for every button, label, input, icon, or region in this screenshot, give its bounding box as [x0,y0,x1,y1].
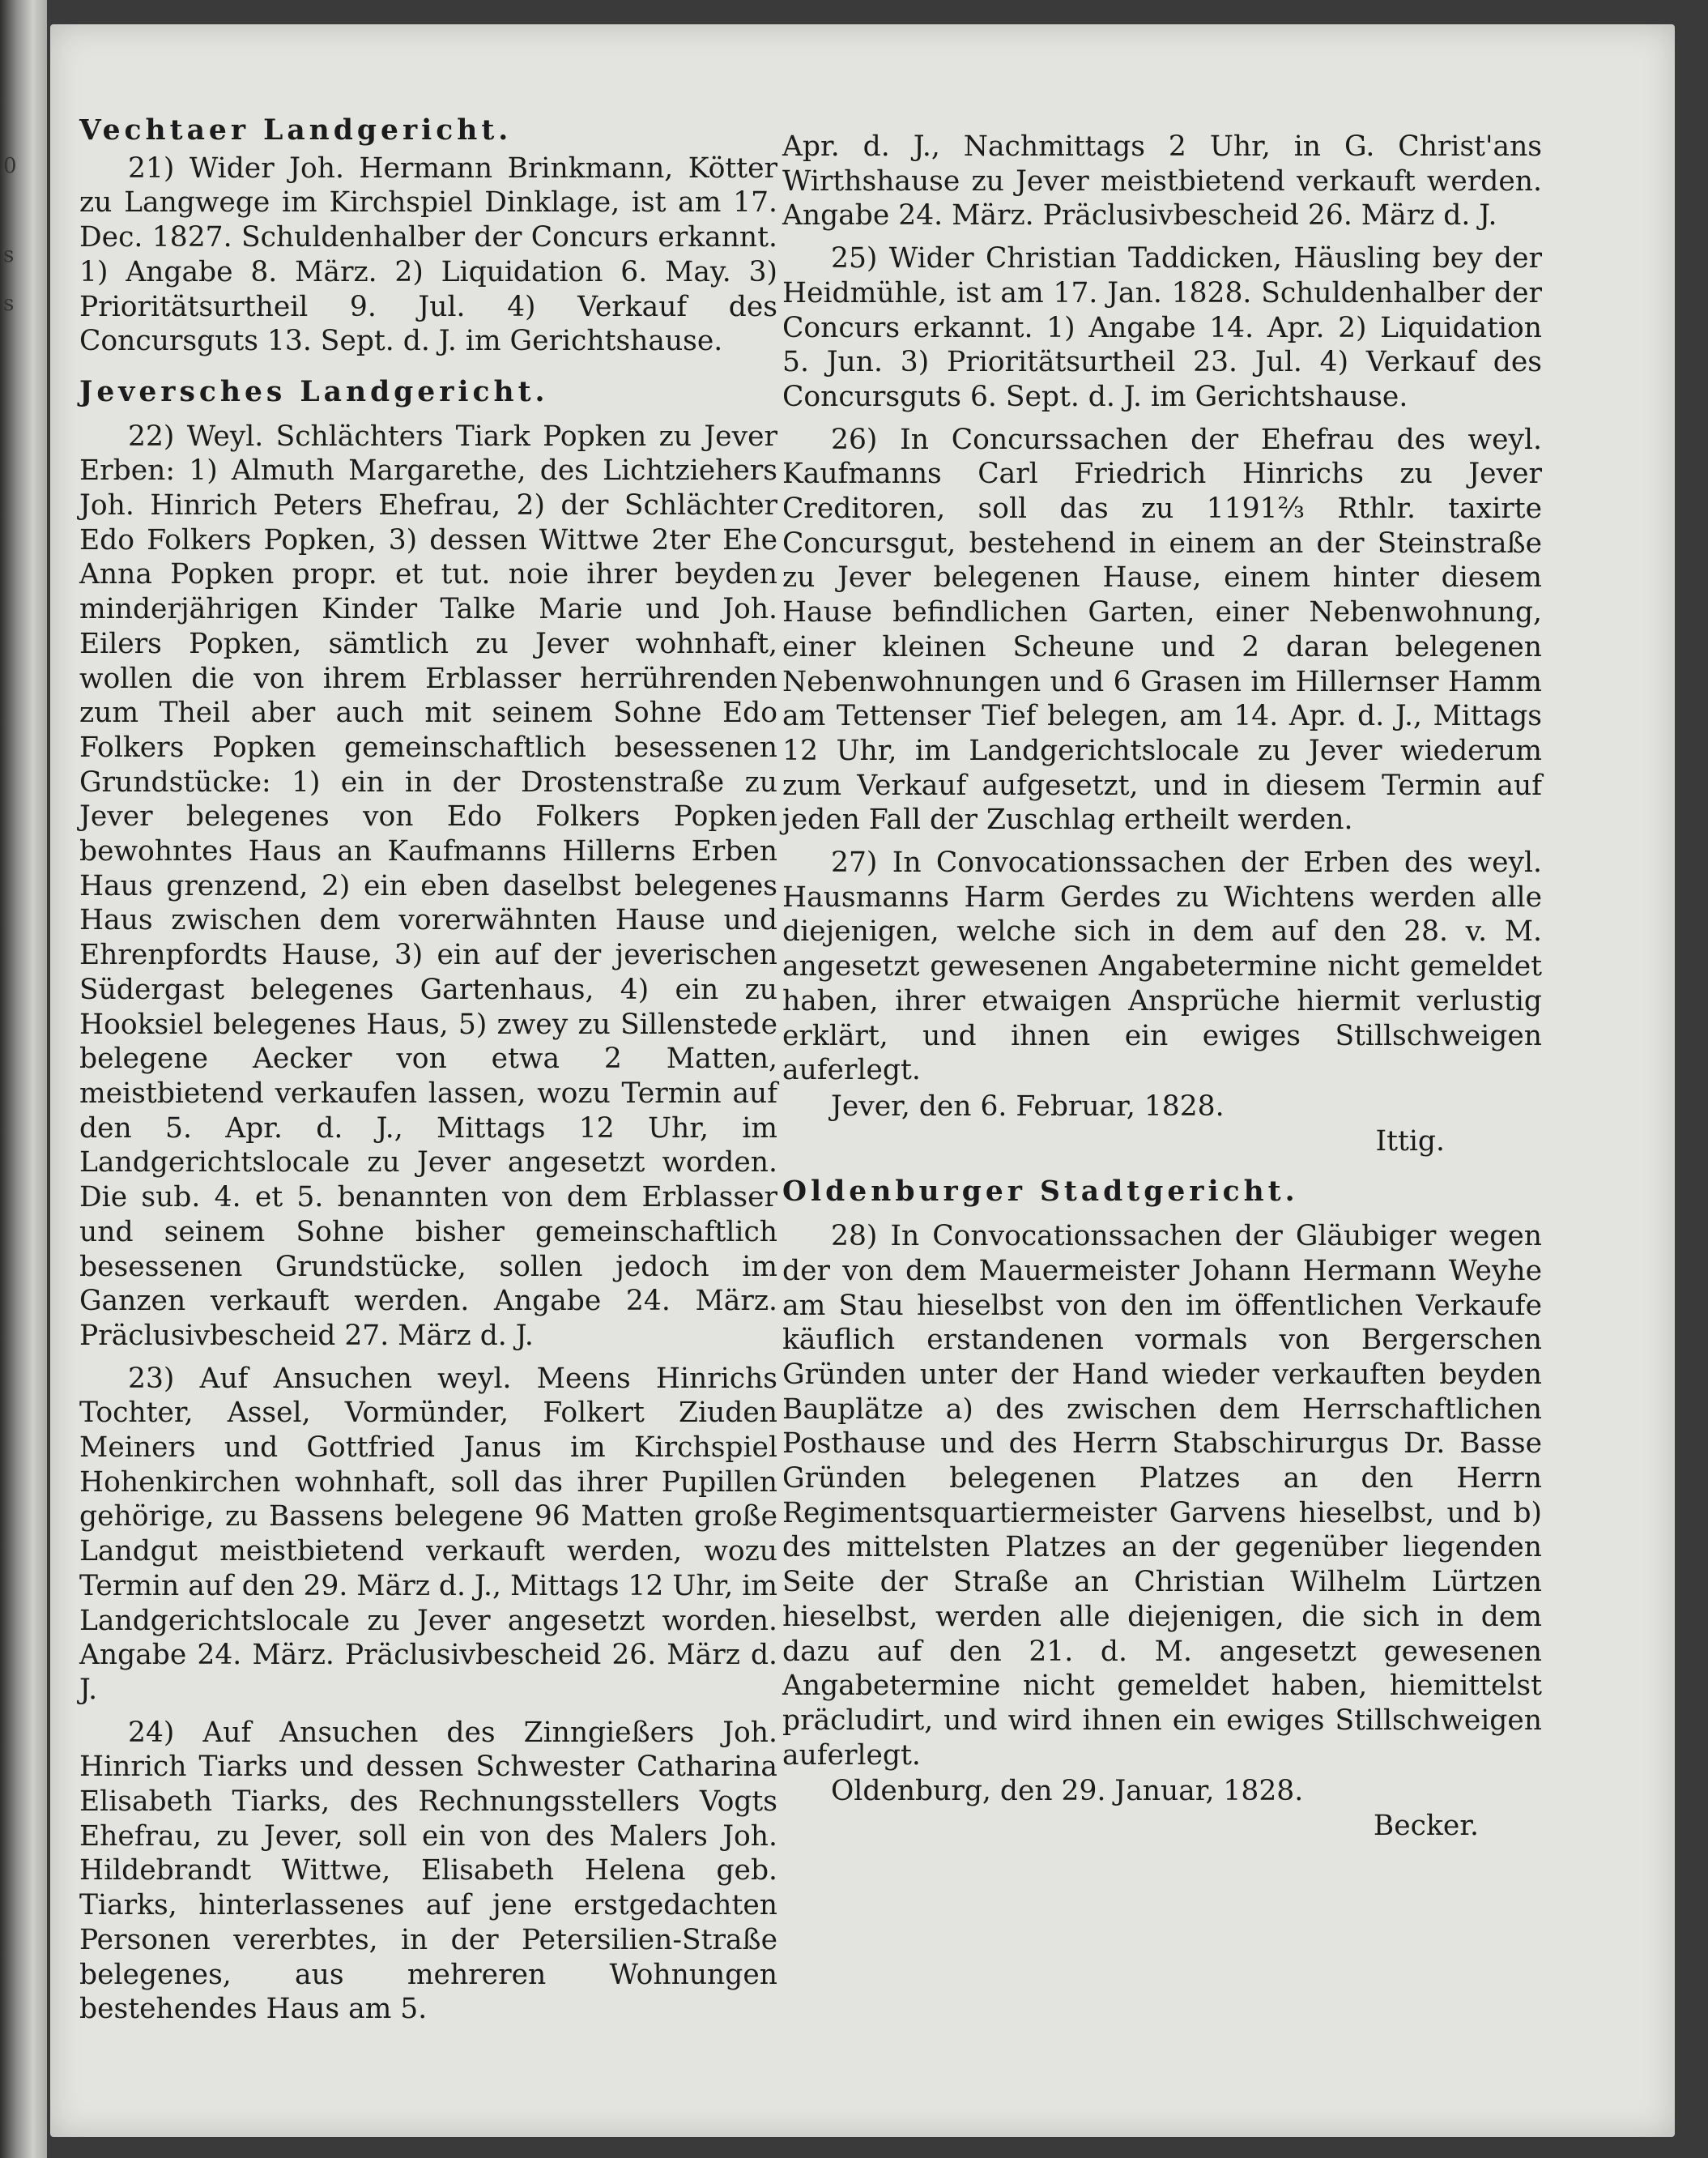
entry-27: 27) In Convocationssachen der Erben des weyl. Hausmanns Harm Gerdes zu Wichtens werden alle diejenigen, welche sich in dem auf den 28. v. M. angesetzt gewesenen Angabetermine nicht gemeldet haben, ihrer etwaigen Ansprüche hiermit verlustig erklärt, und ihnen ein ewiges Stillschweigen auferlegt. [782,847,1542,1087]
jever-date-line: Jever, den 6. Februar, 1828. [831,1090,1225,1123]
facing-page-edge [0,0,47,2158]
right-column [782,130,1542,1844]
signature-ittig: Ittig. [1375,1124,1445,1158]
entry-23: 23) Auf Ansuchen weyl. Meens Hinrichs Tochter, Assel, Vormünder, Folkert Ziuden Meiners und Gottfried Janus im Kirchspiel Hohenkirchen wohnhaft, soll das ihrer Pupillen gehörige, zu Bassens belegene 96 Matten große Landgut meistbietend verkauft werden, wozu Termin auf den 29. März d. J., Mittags 12 Uhr, im Landgerichtslocale zu Jever angesetzt worden. Angabe 24. März. Präclusivbescheid 26. März d. J. [79,1362,777,1706]
entry-22: 22) Weyl. Schlächters Tiark Popken zu Jever Erben: 1) Almuth Margarethe, des Lichtziehers Joh. Hinrich Peters Ehefrau, 2) der Schlächter Edo Folkers Popken, 3) dessen Wittwe 2ter Ehe Anna Popken propr. et tut. noie ihrer beyden minderjährigen Kinder Talke Marie und Joh. Eilers Popken, sämtlich zu Jever wohnhaft, wollen die von ihrem Erblasser herrührenden zum Theil aber auch mit seinem Sohne Edo Folkers Popken gemeinschaftlich besessenen Grundstücke: 1) ein in der Drostenstraße zu Jever belegenes von Edo Folkers Popken bewohntes Haus an Kaufmanns Hillerns Erben Haus grenzend, 2) ein eben daselbst belegenes Haus zwischen dem vorerwähnten Hause und Ehrenpfordts Hause, 3) ein auf der jeverischen Südergast belegenes Gartenhaus, 4) ein zu Hooksiel belegenes Haus, 5) zwey zu Sillenstede belegene Aecker von etwa 2 Matten, meistbietend verkaufen lassen, wozu Termin auf den 5. Apr. d. J., Mittags 12 Uhr, im Landgerichtslocale zu Jever angesetzt worden. Die sub. 4. et 5. benannten von dem Erblasser und seinem Sohne bisher gemeinschaftlich besessenen Grundstücke, sollen jedoch im Ganzen verkauft werden. Angabe 24. März. Präclusivbescheid 27. März d. J. [79,420,777,1352]
entry-26: 26) In Concurssachen der Ehefrau des weyl. Kaufmanns Carl Friedrich Hinrichs zu Jever Creditoren, soll das zu 1191⅔ Rthlr. taxirte Concursgut, bestehend in einem an der Steinstraße zu Jever belegenen Hause, einem hinter diesem Hause befindlichen Garten, einer Nebenwohnung, einer kleinen Scheune und 2 daran belegenen Nebenwohnungen und 6 Grasen im Hillernser Hamm am Tettenser Tief belegen, am 14. Apr. d. J., Mittags 12 Uhr, im Landgerichtslocale zu Jever wiederum zum Verkauf aufgesetzt, und in diesem Termin auf jeden Fall der Zuschlag ertheilt werden. [782,423,1542,837]
section-heading-vechta: Vechtaer Landgericht. [79,114,513,147]
entry-24-continuation: Apr. d. J., Nachmittags 2 Uhr, in G. Christ'ans Wirthshause zu Jever meistbietend verkauft werden. Angabe 24. März. Präclusivbescheid 26. März d. J. [782,130,1542,232]
left-column [79,113,777,2027]
section-heading-oldenburg: Oldenburger Stadtgericht. [782,1175,1299,1209]
entry-21: 21) Wider Joh. Hermann Brinkmann, Kötter zu Langwege im Kirchspiel Dinklage, ist am 17. Dec. 1827. Schuldenhalber der Concurs erkannt. 1) Angabe 8. März. 2) Liquidation 6. May. 3) Prioritätsurtheil 9. Jul. 4) Verkauf des Concursguts 13. Sept. d. J. im Gerichtshause. [79,151,777,358]
margin-letter: 0 [3,154,17,178]
entry-28: 28) In Convocationssachen der Gläubiger wegen der von dem Mauermeister Johann Hermann Weyhe am Stau hieselbst von den im öffentlichen Verkaufe käuflich erstandenen vormals von Bergerschen Gründen unter der Hand wieder verkauften beyden Bauplätze a) des zwischen dem Herrschaftlichen Posthause und des Herrn Stabschirurgus Dr. Basse Gründen belegenen Platzes an den Herrn Regimentsquartiermeister Garvens hieselbst, und b) des mittelsten Platzes an der gegenüber liegenden Seite der Straße an Christian Wilhelm Lürtzen hieselbst, werden alle diejenigen, die sich in dem dazu auf den 21. d. M. angesetzt gewesenen Angabetermine nicht gemeldet haben, hiemittelst präcludirt, und wird ihnen ein ewiges Stillschweigen auferlegt. [782,1220,1542,1772]
margin-letter: s [3,243,15,267]
document-page [50,24,1675,2137]
entry-25: 25) Wider Christian Taddicken, Häusling bey der Heidmühle, ist am 17. Jan. 1828. Schuldenhalber der Concurs erkannt. 1) Angabe 14. Apr. 2) Liquidation 5. Jun. 3) Prioritätsurtheil 23. Jul. 4) Verkauf des Concursguts 6. Sept. d. J. im Gerichtshause. [782,242,1542,413]
oldenburg-date-line: Oldenburg, den 29. Januar, 1828. [831,1775,1304,1808]
signature-becker: Becker. [1373,1810,1479,1843]
section-heading-jever: Jeversches Landgericht. [79,375,549,408]
margin-letter: s [3,292,15,316]
entry-24-start: 24) Auf Ansuchen des Zinngießers Joh. Hinrich Tiarks und dessen Schwester Catharina Elisabeth Tiarks, des Rechnungsstellers Vogts Ehefrau, zu Jever, soll ein von des Malers Joh. Hildebrandt Wittwe, Elisabeth Helena geb. Tiarks, hinterlassenes auf jene erstgedachten Personen vererbtes, in der Petersilien-Straße belegenes, aus mehreren Wohnungen bestehendes Haus am 5. [79,1716,777,2026]
